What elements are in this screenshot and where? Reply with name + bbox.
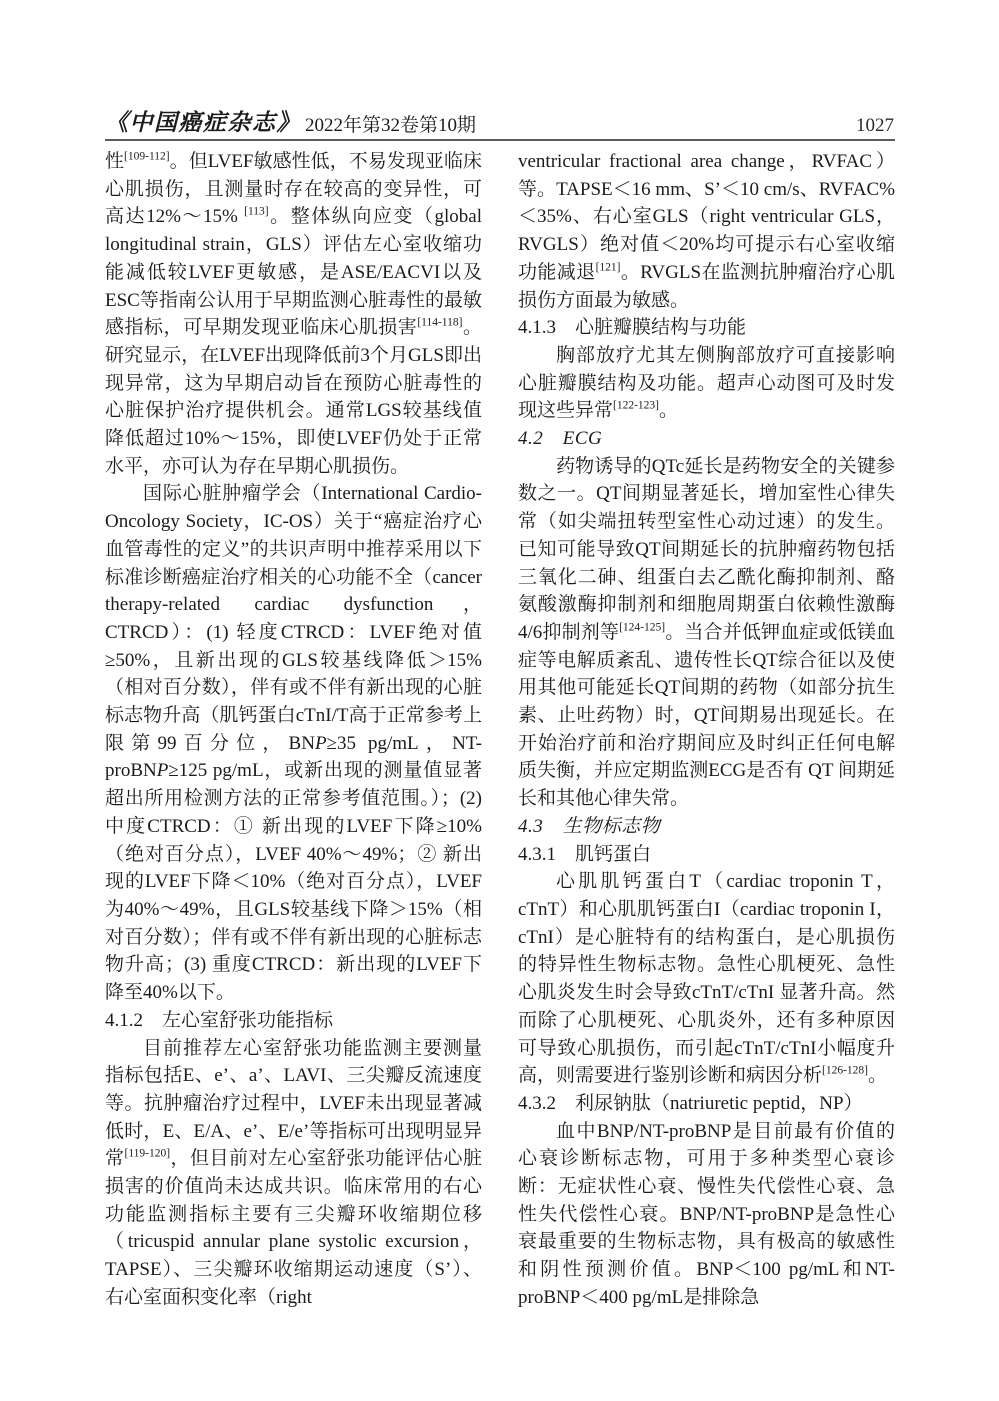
paragraph: 胸部放疗尤其左侧胸部放疗可直接影响心脏瓣膜结构及功能。超声心动图可及时发现这些异常[122-123]。: [518, 344, 895, 422]
section-heading-4-2: 4.2 ECG: [518, 428, 603, 450]
section-heading-4-3: 4.3 生物标志物: [518, 815, 661, 837]
issue-info: 2022年第32卷第10期: [305, 115, 477, 136]
left-column: [105, 148, 482, 1312]
section-heading-4-3-2: 4.3.2 利尿钠肽（natriuretic peptid，NP）: [518, 1092, 863, 1114]
paragraph: 心肌肌钙蛋白T（cardiac troponin T，cTnT）和心肌肌钙蛋白I（cardiac troponin I，cTnI）是心脏特有的结构蛋白，是心肌损伤的特异性生物标志物。急性心肌梗死、急性心肌炎发生时会导致cTnT/cTnI 显著升高。然而除了心肌梗死、心肌炎外，还有多种原因可导致心肌损伤，而引起cTnT/cTnI小幅度升高，则需要进行鉴别诊断和病因分析[126-128]。: [518, 871, 895, 1087]
header-divider: [105, 139, 895, 141]
right-column: [518, 148, 895, 1312]
body-columns: [105, 148, 895, 1312]
paragraph: 性[109-112]。但LVEF敏感性低，不易发现亚临床心肌损伤，且测量时存在较高的变异性，可高达12%～15% [113]。整体纵向应变（global longitudinal strain，GLS）评估左心室收缩功能减低较LVEF更敏感，是ASE/EACVI以及ESC等指南公认用于早期监测心脏毒性的最敏感指标，可早期发现亚临床心肌损害[114-118]。研究显示，在LVEF出现降低前3个月GLS即出现异常，这为早期启动旨在预防心脏毒性的心脏保护治疗提供机会。通常LGS较基线值降低超过10%～15%，即使LVEF仍处于正常水平，亦可认为存在早期心肌损伤。: [105, 150, 482, 477]
journal-title: 《中国癌症杂志》: [105, 110, 301, 135]
page-header: [105, 104, 894, 140]
paragraph: 血中BNP/NT-proBNP是目前最有价值的心衰诊断标志物，可用于多种类型心衰诊断：无症状性心衰、慢性失代偿性心衰、急性失代偿性心衰。BNP/NT-proBNP是急性心衰最重要的生物标志物，具有极高的敏感性和阴性预测价值。BNP＜100 pg/mL和NT-proBNP＜400 pg/mL是排除急: [518, 1120, 895, 1308]
section-heading-4-3-1: 4.3.1 肌钙蛋白: [518, 843, 652, 865]
section-heading-4-1-2: 4.1.2 左心室舒张功能指标: [105, 1009, 334, 1031]
paragraph: 药物诱导的QTc延长是药物安全的关键参数之一。QT间期显著延长，增加室性心律失常（如尖端扭转型室性心动过速）的发生。已知可能导致QT间期延长的抗肿瘤药物包括三氧化二砷、组蛋白去乙酰化酶抑制剂、酪氨酸激酶抑制剂和细胞周期蛋白依赖性激酶4/6抑制剂等[124-125]。当合并低钾血症或低镁血症等电解质紊乱、遗传性长QT综合征以及使用其他可能延长QT间期的药物（如部分抗生素、止吐药物）时，QT间期易出现延长。在开始治疗前和治疗期间应及时纠正任何电解质失衡，并应定期监测ECG是否有 QT 间期延长和其他心律失常。: [518, 455, 895, 810]
section-heading-4-1-3: 4.1.3 心脏瓣膜结构与功能: [518, 317, 747, 339]
paragraph: 目前推荐左心室舒张功能监测主要测量指标包括E、e’、a’、LAVI、三尖瓣反流速度等。抗肿瘤治疗过程中，LVEF未出现显著减低时，E、E/A、e’、E/e’等指标可出现明显异常[119-120]，但目前对左心室舒张功能评估心脏损害的价值尚未达成共识。临床常用的右心功能监测指标主要有三尖瓣环收缩期位移（tricuspid annular plane systolic excursion，TAPSE）、三尖瓣环收缩期运动速度（S’）、右心室面积变化率（right: [105, 1037, 482, 1308]
paragraph: ventricular fractional area change，RVFAC）等。TAPSE＜16 mm、S’＜10 cm/s、RVFAC%＜35%、右心室GLS（right ventricular GLS，RVGLS）绝对值＜20%均可提示右心室收缩功能减退[121]。RVGLS在监测抗肿瘤治疗心肌损伤方面最为敏感。: [518, 151, 895, 311]
page-number: 1027: [856, 115, 894, 136]
paragraph: 国际心脏肿瘤学会（International Cardio-Oncology Society，IC-OS）关于“癌症治疗心血管毒性的定义”的共识声明中推荐采用以下标准诊断癌症治疗相关的心功能不全（cancer therapy-related cardiac dysfunction，CTRCD）：(1) 轻度CTRCD：LVEF绝对值≥50%，且新出现的GLS较基线降低＞15%（相对百分数），伴有或不伴有新出现的心脏标志物升高（肌钙蛋白cTnI/T高于正常参考上限第99百分位，BNP≥35 pg/mL，NT-proBNP≥125 pg/mL，或新出现的测量值显著超出所用检测方法的正常参考值范围。）；(2) 中度CTRCD：① 新出现的LVEF下降≥10%（绝对百分点），LVEF 40%～49%；② 新出现的LVEF下降＜10%（绝对百分点），LVEF为40%～49%，且GLS较基线下降＞15%（相对百分数）；伴有或不伴有新出现的心脏标志物升高；(3) 重度CTRCD：新出现的LVEF下降至40%以下。: [105, 483, 482, 1004]
